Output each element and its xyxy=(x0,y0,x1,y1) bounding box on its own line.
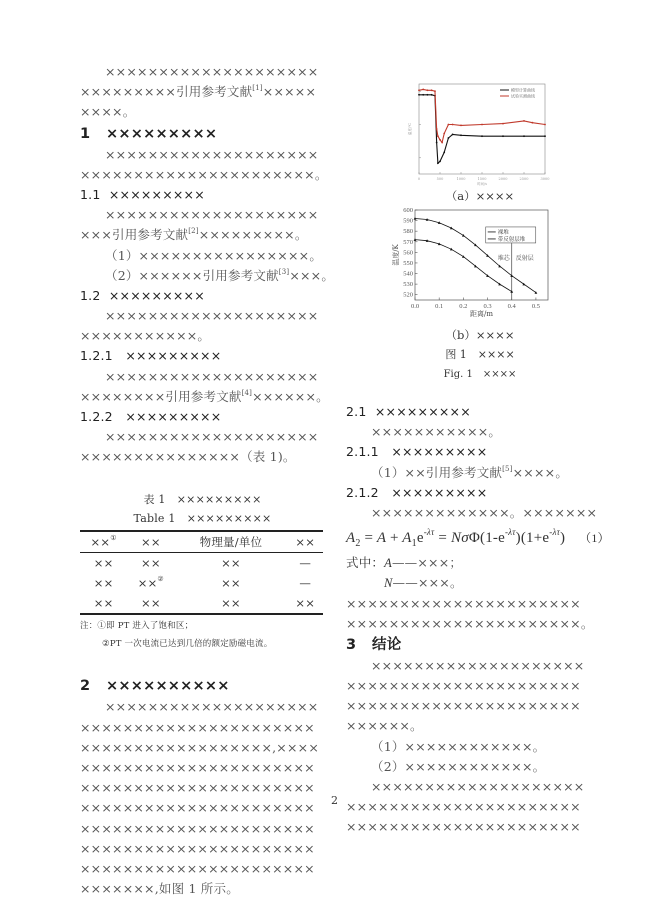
x-tick-label: 2000 xyxy=(498,177,508,181)
body-text: ×××××××××××××××××××××× xyxy=(346,678,581,694)
y-tick-label: 540 xyxy=(403,270,413,278)
body-text: ×××引用参考文献[2]×××××××××。 xyxy=(80,227,308,243)
data-point xyxy=(436,142,438,144)
data-point xyxy=(443,152,445,154)
y-tick-label: 560 xyxy=(403,249,413,257)
table-caption-cn: 表 1 ××××××××× xyxy=(143,492,262,506)
data-point xyxy=(532,122,534,124)
body-text: ×××××××××××××××××××××× xyxy=(80,860,315,876)
data-point xyxy=(460,125,462,127)
y-tick-label: 570 xyxy=(403,238,413,246)
x-tick-label: 0.4 xyxy=(507,303,516,310)
annotation-label: 反射层 xyxy=(515,254,534,262)
data-point xyxy=(481,124,483,126)
data-point xyxy=(427,94,429,96)
body-text: ×××××××××××。 xyxy=(371,424,502,440)
x-tick-label: 0 xyxy=(417,177,421,181)
x-tick-label: 2500 xyxy=(519,177,529,181)
citation: [1] xyxy=(252,84,263,93)
body-text: ×××××××××××××××××××× xyxy=(105,368,319,384)
body-text: ×××××××××××××××××××× xyxy=(371,779,585,794)
y-tick-label: 580 xyxy=(403,228,413,236)
data-point xyxy=(544,124,546,126)
citation: [5] xyxy=(502,464,513,473)
table-row xyxy=(80,593,323,614)
data-point xyxy=(439,161,441,163)
data-point xyxy=(441,142,443,144)
body-text: ×××××××××××××××××××× xyxy=(105,207,319,223)
body-text: ×××××××××××××××××××× xyxy=(105,699,319,715)
legend-label: 模型计算曲线 xyxy=(511,87,535,93)
body-text: ×××××××,如图 1 所示。 xyxy=(80,881,239,897)
data-point xyxy=(418,89,420,91)
page-number: 2 xyxy=(331,794,338,807)
table-header-cell: ×× xyxy=(287,531,323,553)
series-line xyxy=(419,95,545,163)
body-text: ××××××××引用参考文献[4]××××××。 xyxy=(80,388,329,404)
data-point xyxy=(460,134,462,136)
data-point xyxy=(437,162,439,164)
data-point xyxy=(448,137,450,139)
body-text: ×××××××××××××××××××× xyxy=(105,64,319,79)
y-axis-label: 温度/K xyxy=(392,244,400,266)
annotation-label: 堆芯 xyxy=(497,254,510,262)
x-tick-label: 1500 xyxy=(477,177,487,181)
body-text: ×××××××××××××××××××××× xyxy=(80,800,315,816)
equation-where: N——×××。 xyxy=(384,575,463,591)
table-header-cell: ××① xyxy=(80,531,127,553)
body-text: ×××××××××××××××××××××× xyxy=(80,820,315,836)
figure-caption-en: Fig. 1 ×××× xyxy=(443,369,517,380)
body-text: ××××××。 xyxy=(346,718,423,734)
body-text: ×××××××××××××××××××××× xyxy=(346,819,581,835)
body-text: ×××××××××××。 xyxy=(80,328,211,344)
list-item: （2）××××××引用参考文献[3]×××。 xyxy=(105,267,335,283)
data-point xyxy=(502,135,504,137)
table-header-cell: 物理量/单位 xyxy=(174,531,287,553)
section-heading-1-2-1: 1.2.1 ××××××××× xyxy=(80,348,222,364)
y-tick-label: 530 xyxy=(403,281,413,289)
table-header-cell: ×× xyxy=(127,531,174,553)
section-heading-2-1: 2.1 ××××××××× xyxy=(346,404,471,419)
data-point xyxy=(439,139,441,141)
x-tick-label: 0.0 xyxy=(410,303,420,310)
y-tick-label: 600 xyxy=(403,207,413,214)
table-cell: ×× xyxy=(93,575,114,590)
body-text: ×××××××××××××××××××××× xyxy=(346,595,581,611)
body-text: ×××××××××××××××（表 1)。 xyxy=(80,449,296,465)
section-heading-2-1-2: 2.1.2 ××××××××× xyxy=(346,484,488,500)
data-point xyxy=(422,94,424,96)
x-axis-label: 距离/m xyxy=(470,310,493,318)
table-cell: — xyxy=(299,555,312,570)
table-cell: ×× xyxy=(174,593,287,614)
y-axis-label: 温度/℃ xyxy=(408,122,412,136)
x-tick-label: 0.2 xyxy=(459,303,468,310)
body-text: ×××××××××××××××××××× xyxy=(105,429,319,445)
data-point xyxy=(418,94,420,96)
table-row xyxy=(80,573,323,593)
body-text: ×××××××××××××××××××××× xyxy=(80,719,315,735)
equation-1: $A_2 = A + A_1e^{-\lambda\tau} = N\sigma\Phi(1-e^{-\lambda\tau})(1+e^{-\lambda\tau})$ （1） xyxy=(346,527,610,550)
citation: [3] xyxy=(278,267,290,276)
table-note: 注：①即 PT 进入了饱和区； xyxy=(80,621,194,632)
chart-b xyxy=(393,205,553,317)
figure-a-caption: （a）×××× xyxy=(445,189,515,203)
body-text: ××××。 xyxy=(80,104,136,120)
data-point xyxy=(544,135,546,137)
equation-where: 式中：A——×××； xyxy=(346,555,463,571)
table-cell: ×× xyxy=(221,555,241,570)
section-heading-1-2-2: 1.2.2 ××××××××× xyxy=(80,409,222,424)
section-heading-1-2: 1.2 ××××××××× xyxy=(80,287,205,303)
table-cell: ×× xyxy=(287,593,323,614)
equation-number: （1） xyxy=(579,531,610,546)
body-text: ×××××××××××××××××××××× xyxy=(346,698,581,714)
y-tick-label: 590 xyxy=(403,217,413,225)
x-tick-label: 0.1 xyxy=(435,303,444,310)
data-table xyxy=(80,530,323,616)
body-text: ×××××××××××××××××××××× xyxy=(80,840,315,856)
body-text: ××××××××××××××××××××××。 xyxy=(346,615,594,631)
data-point xyxy=(523,120,525,122)
data-point xyxy=(434,90,436,92)
body-text: ×××××××××××××××××××× xyxy=(105,146,319,162)
data-point xyxy=(443,133,445,135)
body-text: ×××××××××××××××××××××× xyxy=(80,759,315,775)
table-cell: ×× xyxy=(140,555,161,570)
table-cell: ××② xyxy=(137,574,164,590)
data-point xyxy=(427,89,429,91)
data-point xyxy=(502,123,504,125)
body-text: ×××××××××××××××××××× xyxy=(105,308,319,324)
body-text: ×××××××××××××××××××× xyxy=(371,657,585,673)
list-item: （1）××引用参考文献[5]××××。 xyxy=(371,464,569,480)
body-text: ×××××××××××××××××××××× xyxy=(80,780,315,796)
data-point xyxy=(452,124,454,126)
table-row xyxy=(80,552,323,573)
table-header-row xyxy=(80,531,323,553)
data-point xyxy=(448,124,450,126)
citation: [4] xyxy=(241,388,253,397)
citation: [2] xyxy=(188,227,199,236)
series-line xyxy=(415,240,512,292)
data-point xyxy=(431,94,433,96)
data-point xyxy=(481,135,483,137)
list-item: （1）××××××××××××××××。 xyxy=(105,247,323,263)
x-tick-label: 0.5 xyxy=(531,303,540,310)
legend-label: 裸堆 xyxy=(497,229,509,236)
data-point xyxy=(422,89,424,91)
body-text: ×××××××××××××。××××××× xyxy=(371,504,598,520)
table-cell: ×× xyxy=(80,593,127,614)
body-text: ×××××××××引用参考文献[1]××××× xyxy=(80,84,317,100)
section-heading-1: 1 ××××××××× xyxy=(80,125,218,142)
x-tick-label: 500 xyxy=(436,177,444,181)
body-text: ××××××××××××××××××××××。 xyxy=(80,166,328,182)
list-item: （1）××××××××××××。 xyxy=(371,738,546,754)
x-tick-label: 3000 xyxy=(540,177,550,181)
chart-a xyxy=(405,78,555,188)
data-point xyxy=(436,128,438,130)
x-tick-label: 0.3 xyxy=(483,303,492,310)
legend-label: 带反射层堆 xyxy=(497,236,526,243)
x-tick-label: 1000 xyxy=(456,177,466,181)
data-point xyxy=(431,89,433,91)
figure-caption-cn: 图 1 ×××× xyxy=(445,348,515,361)
x-axis-label: 时间/s xyxy=(477,182,487,186)
y-tick-label: 550 xyxy=(403,259,413,267)
section-heading-1-1: 1.1 ××××××××× xyxy=(80,186,205,202)
section-heading-2: 2 ×××××××××× xyxy=(80,678,230,695)
table-cell: ×× xyxy=(127,593,174,614)
left-column xyxy=(80,62,335,899)
table-note: ②PT 一次电流已达到几倍的额定励磁电流。 xyxy=(102,639,273,650)
data-point xyxy=(452,134,454,136)
data-point xyxy=(437,135,439,137)
right-column xyxy=(346,402,610,838)
section-heading-3: 3 结论 xyxy=(346,636,402,653)
legend-label: 试验实测曲线 xyxy=(511,93,535,99)
y-tick-label: 520 xyxy=(403,291,413,299)
table-cell: ×× xyxy=(221,575,241,590)
section-heading-2-1-1: 2.1.1 ××××××××× xyxy=(346,444,488,460)
table-cell: ×× xyxy=(93,555,114,570)
list-item: （2）××××××××××××。 xyxy=(371,758,546,774)
figure-b-caption: （b）×××× xyxy=(445,328,515,342)
body-text: ××××××××××××××××××,×××× xyxy=(80,739,319,755)
table-cell: — xyxy=(299,575,312,590)
body-text: ×××××××××××××××××××××× xyxy=(346,799,581,815)
table-caption-en: Table 1 ××××××××× xyxy=(133,511,272,525)
data-point xyxy=(523,135,525,137)
